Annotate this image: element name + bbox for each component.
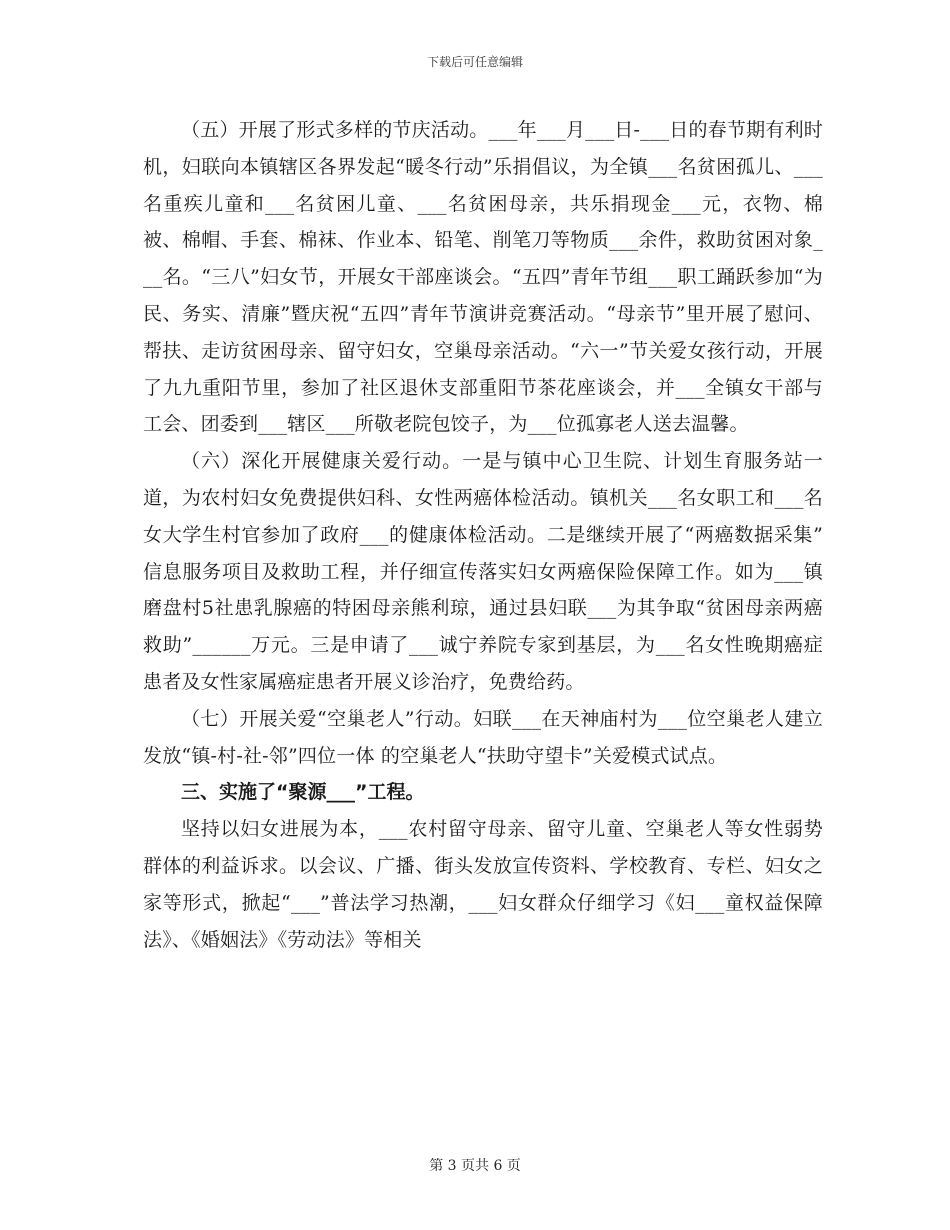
section-heading-three: 三、实施了“聚源___”工程。 [181,781,425,804]
page-header-note: 下载后可任意编辑 [426,55,523,69]
paragraph-health-care: （六）深化开展健康关爱行动。一是与镇中心卫生院、计划生育服务站一道，为农村妇女免费提供妇科、女性两癌体检活动。镇机关___名女职工和___名女大学生村官参加了政府___的健康体检活动。二是继续开展了“两癌数据采集” 信息服务项目及救助工程，并仔细宣传落实妇女两癌保险保障工作。如为___镇磨盘村5社患乳腺癌的特困母亲熊利琼，通过县妇联___为其争取“贫困母亲两癌救助”______万元。三是申请了___诚宁养院专家到基层，为___名女性晚期癌症患者及女性家属癌症患者开展义诊治疗，免费给药。 [143,450,823,693]
document-body [143,112,823,958]
paragraph-festival-activities: （五）开展了形式多样的节庆活动。___年___月___日-___日的春节期有利时机，妇联向本镇辖区各界发起“暖冬行动”乐捐倡议，为全镇___名贫困孤儿、___名重疾儿童和___名贫困儿童、___名贫困母亲，共乐捐现金___元，衣物、棉被、棉帽、手套、棉袜、作业本、铅笔、削笔刀等物质___余件，救助贫困对象___名。“三八”妇女节，开展女干部座谈会。“五四”青年节组___职工踊跃参加“为民、务实、清廉”暨庆祝“五四”青年节演讲竞赛活动。“母亲节”里开展了慰问、帮扶、走访贫困母亲、留守妇女，空巢母亲活动。“六一”节关爱女孩行动，开展了九九重阳节里，参加了社区退休支部重阳节茶花座谈会，并___全镇女干部与工会、团委到___辖区___所敬老院包饺子，为___位孤寡老人送去温馨。 [143,119,823,436]
page-number: 第 3 页共 6 页 [429,1158,521,1174]
paragraph-empty-nest-elderly: （七）开展关爱“空巢老人”行动。妇联___在天神庙村为___位空巢老人建立发放“镇-村-社-邻”四位一体 的空巢老人“扶助守望卡”关爱模式试点。 [143,707,823,767]
paragraph-legal-education: 坚持以妇女进展为本，___农村留守母亲、留守儿童、空巢老人等女性弱势群体的利益诉求。以会议、广播、街头发放宣传资料、学校教育、专栏、妇女之家等形式，掀起“___”普法学习热潮，___妇女群众仔细学习《妇___童权益保障法》、《婚姻法》《劳动法》等相关 [143,818,823,951]
